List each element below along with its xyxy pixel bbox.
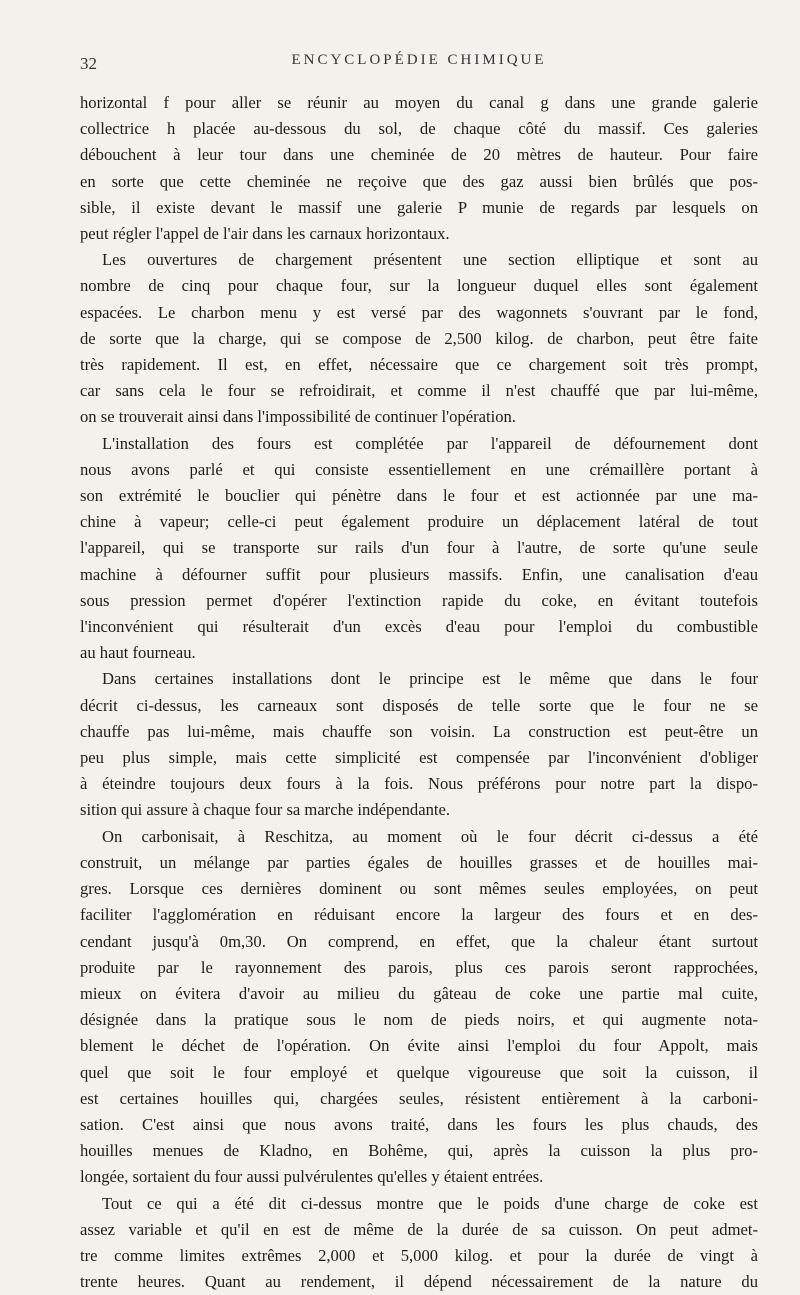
text-line: est certaines houilles qui, chargées seules, résistent entièrement à la carboni- [80, 1088, 758, 1108]
text-line: faciliter l'agglomération en réduisant encore la largeur des fours et en des- [80, 905, 758, 925]
text-line: de sorte que la charge, qui se compose de 2,500 kilog. de charbon, peut être faite [80, 328, 758, 348]
text-line: on se trouverait ainsi dans l'impossibilité de continuer l'opération. [80, 407, 516, 427]
text-line: son extrémité le bouclier qui pénètre dans le four et est actionnée par une ma- [80, 486, 758, 506]
text-line: trente heures. Quant au rendement, il dépend nécessairement de la nature du [80, 1272, 758, 1292]
text-line: blement le déchet de l'opération. On évite ainsi l'emploi du four Appolt, mais [80, 1036, 758, 1056]
text-line: machine à défourner suffit pour plusieurs massifs. Enfin, une canalisation d'eau [80, 564, 758, 584]
text-line: décrit ci-dessus, les carneaux sont disposés de telle sorte que le four ne se [80, 695, 758, 715]
text-line: car sans cela le four se refroidirait, et comme il n'est chauffé que par lui-même, [80, 381, 758, 401]
text-line: désignée dans la pratique sous le nom de pieds noirs, et qui augmente nota- [80, 1010, 758, 1030]
text-line: assez variable et qu'il en est de même de la durée de sa cuisson. On peut admet- [80, 1219, 758, 1239]
text-line: peu plus simple, mais cette simplicité est compensée par l'inconvénient d'obliger [80, 748, 758, 768]
text-line: l'inconvénient qui résulterait d'un excès d'eau pour l'emploi du combustible [80, 617, 758, 637]
text-line: cendant jusqu'à 0m,30. On comprend, en effet, que la chaleur étant surtout [80, 931, 758, 951]
text-line: chauffe pas lui-même, mais chauffe son voisin. La construction est peut-être un [80, 721, 758, 741]
text-line: sous pression permet d'opérer l'extinction rapide du coke, en évitant toutefois [80, 590, 758, 610]
text-line: sition qui assure à chaque four sa marche indépendante. [80, 800, 450, 820]
text-line: L'installation des fours est complétée par l'appareil de défournement dont [102, 433, 758, 453]
text-line: houilles menues de Kladno, en Bohême, qui, après la cuisson la plus pro- [80, 1141, 758, 1161]
text-line: tre comme limites extrêmes 2,000 et 5,000 kilog. et pour la durée de vingt à [80, 1245, 758, 1265]
text-line: Les ouvertures de chargement présentent une section elliptique et sont au [102, 250, 758, 270]
text-line: espacées. Le charbon menu y est versé par des wagonnets s'ouvrant par le fond, [80, 302, 758, 322]
text-line: On carbonisait, à Reschitza, au moment où le four décrit ci-dessus a été [102, 826, 758, 846]
text-line: construit, un mélange par parties égales de houilles grasses et de houilles mai- [80, 852, 758, 872]
text-line: Tout ce qui a été dit ci-dessus montre que le poids d'une charge de coke est [102, 1193, 758, 1213]
text-line: au haut fourneau. [80, 643, 196, 663]
text-line: chine à vapeur; celle-ci peut également produire un déplacement latéral de tout [80, 512, 758, 532]
page-header [80, 46, 758, 80]
text-line: nous avons parlé et qui consiste essentiellement en une crémaillère portant à [80, 459, 758, 479]
text-line: gres. Lorsque ces dernières dominent ou sont mêmes seules employées, on peut [80, 879, 758, 899]
text-line: quel que soit le four employé et quelque vigoureuse que soit la cuisson, il [80, 1062, 758, 1082]
text-line: très rapidement. Il est, en effet, nécessaire que ce chargement soit très prompt, [80, 355, 758, 375]
text-line: nombre de cinq pour chaque four, sur la longueur duquel elles sont également [80, 276, 758, 296]
text-line: à éteindre toujours deux fours à la fois. Nous préférons pour notre part la dispo- [80, 774, 758, 794]
running-title: ENCYCLOPÉDIE CHIMIQUE [291, 52, 547, 68]
text-line: l'appareil, qui se transporte sur rails d'un four à l'autre, de sorte qu'une seule [80, 538, 758, 558]
text-line: peut régler l'appel de l'air dans les carnaux horizontaux. [80, 224, 450, 244]
body-text [80, 90, 758, 1295]
text-line: débouchent à leur tour dans une cheminée de 20 mètres de hauteur. Pour faire [80, 145, 758, 165]
text-line: collectrice h placée au-dessous du sol, de chaque côté du massif. Ces galeries [80, 119, 758, 139]
page-number: 32 [80, 54, 97, 73]
text-line: sible, il existe devant le massif une galerie P munie de regards par lesquels on [80, 197, 758, 217]
text-line: sation. C'est ainsi que nous avons traité, dans les fours les plus chauds, des [80, 1114, 758, 1134]
text-line: produite par le rayonnement des parois, plus ces parois seront rapprochées, [80, 957, 758, 977]
text-line: en sorte que cette cheminée ne reçoive que des gaz aussi bien brûlés que pos- [80, 171, 758, 191]
text-line: mieux on évitera d'avoir au milieu du gâteau de coke une partie mal cuite, [80, 983, 758, 1003]
text-line: horizontal f pour aller se réunir au moyen du canal g dans une grande galerie [80, 93, 758, 112]
text-line: longée, sortaient du four aussi pulvérulentes qu'elles y étaient entrées. [80, 1167, 544, 1187]
text-line: Dans certaines installations dont le principe est le même que dans le four [102, 669, 758, 689]
